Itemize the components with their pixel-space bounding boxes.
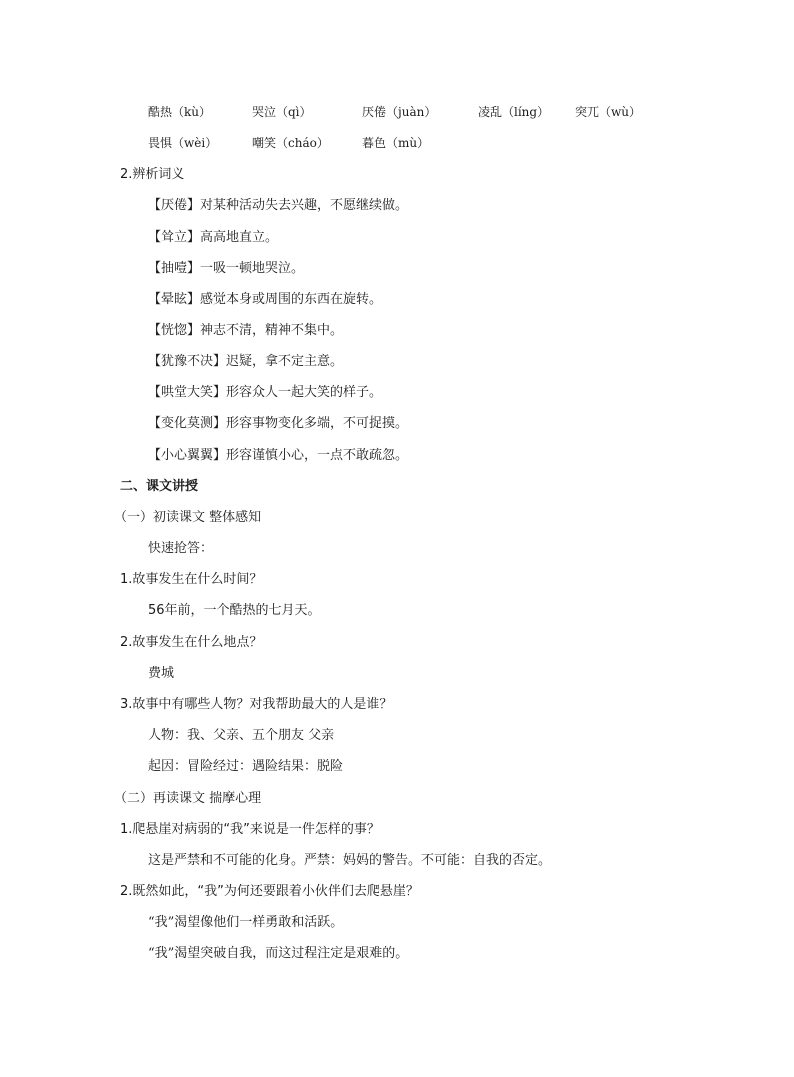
answer: “我”渴望突破自我，而这过程注定是艰难的。 bbox=[148, 946, 409, 961]
subsection-title: （二）再读课文 揣摩心理 bbox=[114, 791, 262, 806]
intro-text: 快速抢答： bbox=[148, 541, 214, 556]
definition-item: 【犹豫不决】迟疑，拿不定主意。 bbox=[148, 354, 344, 369]
pinyin-item: 酷热（kù） bbox=[148, 105, 212, 119]
definition-item: 【变化莫测】形容事物变化多端，不可捉摸。 bbox=[148, 416, 409, 431]
pinyin-item: 嘲笑（cháo） bbox=[252, 136, 329, 150]
answer: 起因：冒险经过：遇险结果：脱险 bbox=[148, 759, 344, 774]
pinyin-item: 畏惧（wèi） bbox=[148, 136, 218, 150]
definition-item: 【恍惚】神志不清，精神不集中。 bbox=[148, 323, 344, 338]
answer: 人物：我、父亲、五个朋友 父亲 bbox=[148, 728, 335, 743]
answer: 这是严禁和不可能的化身。严禁：妈妈的警告。不可能：自我的否定。 bbox=[148, 853, 552, 868]
question: 2.故事发生在什么地点？ bbox=[120, 635, 263, 650]
subsection-title: （一）初读课文 整体感知 bbox=[114, 510, 262, 525]
question: 1.故事发生在什么时间？ bbox=[120, 572, 263, 587]
answer: “我”渴望像他们一样勇敢和活跃。 bbox=[148, 915, 344, 930]
answer: 费城 bbox=[148, 666, 175, 681]
question: 3.故事中有哪些人物？对我帮助最大的人是谁？ bbox=[120, 697, 393, 712]
definition-item: 【晕眩】感觉本身或周围的东西在旋转。 bbox=[148, 292, 383, 307]
pinyin-item: 厌倦（juàn） bbox=[362, 105, 437, 119]
definition-item: 【耸立】高高地直立。 bbox=[148, 230, 279, 245]
definition-item: 【小心翼翼】形容谨慎小心，一点不敢疏忽。 bbox=[148, 448, 409, 463]
pinyin-item: 凌乱（líng） bbox=[478, 105, 550, 119]
definition-item: 【抽噎】一吸一顿地哭泣。 bbox=[148, 261, 305, 276]
pinyin-item: 暮色（mù） bbox=[362, 136, 430, 150]
definition-item: 【哄堂大笑】形容众人一起大笑的样子。 bbox=[148, 385, 383, 400]
pinyin-item: 突兀（wù） bbox=[575, 105, 642, 119]
definition-item: 【厌倦】对某种活动失去兴趣，不愿继续做。 bbox=[148, 198, 409, 213]
question: 2.既然如此，“我”为何还要跟着小伙伴们去爬悬崖？ bbox=[120, 884, 419, 899]
question: 1.爬悬崖对病弱的“我”来说是一件怎样的事？ bbox=[120, 822, 380, 837]
section-heading: 二、课文讲授 bbox=[120, 479, 199, 494]
section-heading: 2.辨析词义 bbox=[120, 167, 185, 182]
answer: 56年前，一个酷热的七月天。 bbox=[148, 603, 321, 618]
pinyin-item: 哭泣（qì） bbox=[252, 105, 312, 119]
